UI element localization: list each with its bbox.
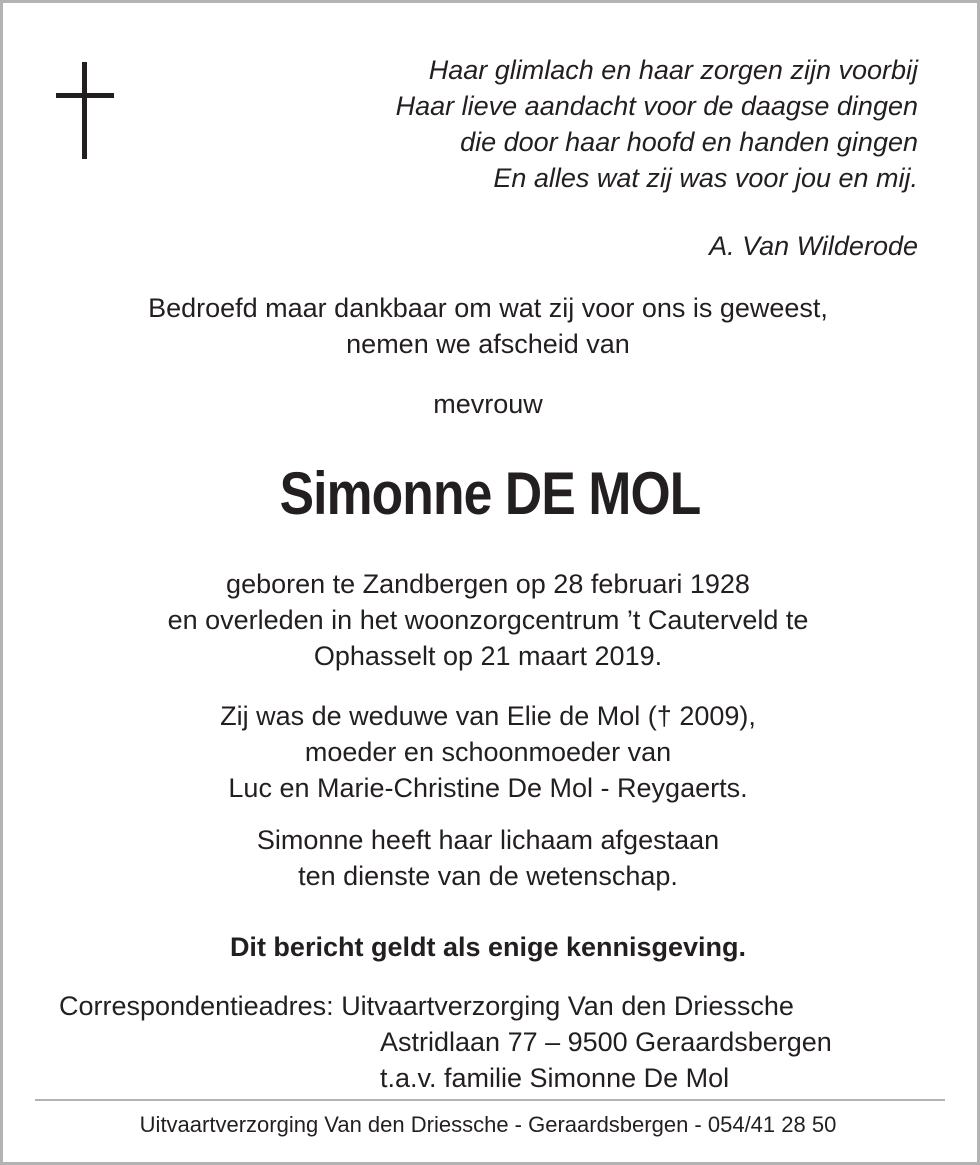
correspondence-label: Correspondentieadres: — [59, 991, 334, 1021]
poem-line: En alles wat zij was voor jou en mij. — [493, 163, 918, 193]
birth-death-info — [0, 566, 978, 674]
deceased-name: Simonne DE MOL — [279, 460, 701, 527]
correspondence-line: Astridlaan 77 – 9500 Geraardsbergen — [380, 1027, 832, 1057]
footer: Uitvaartverzorging Van den Driessche - Geraardsbergen - 054/41 28 50 — [139, 1112, 837, 1137]
family-line: Luc en Marie-Christine De Mol - Reygaerts. — [228, 773, 748, 803]
correspondence-line: Uitvaartverzorging Van den Driessche — [341, 991, 794, 1021]
correspondence-line: t.a.v. familie Simonne De Mol — [380, 1063, 730, 1093]
notice — [0, 929, 978, 965]
intro-line: Bedroefd maar dankbaar om wat zij voor ons is geweest, — [148, 293, 828, 323]
birth-line: geboren te Zandbergen op 28 februari 1928 — [226, 569, 750, 599]
family-info — [0, 698, 978, 806]
poem — [396, 52, 918, 196]
poem-line: Haar glimlach en haar zorgen zijn voorbij — [428, 55, 918, 85]
poem-line: die door haar hoofd en handen gingen — [460, 127, 918, 157]
poem-line: Haar lieve aandacht voor de daagse dingen — [395, 91, 918, 121]
body-donation-info — [0, 822, 978, 894]
intro-line: nemen we afscheid van — [346, 329, 630, 359]
donation-line: ten dienste van de wetenschap. — [298, 861, 678, 891]
correspondence-address — [59, 988, 832, 1096]
footer-divider — [35, 1099, 945, 1101]
family-line: moeder en schoonmoeder van — [304, 737, 672, 767]
birth-line: en overleden in het woonzorgcentrum ’t Cauterveld te — [167, 605, 809, 635]
birth-line: Ophasselt op 21 maart 2019. — [313, 641, 663, 671]
donation-line: Simonne heeft haar lichaam afgestaan — [256, 825, 720, 855]
poem-author: A. Van Wilderode — [709, 231, 918, 261]
family-line: Zij was de weduwe van Elie de Mol († 2009), — [220, 701, 756, 731]
cross-icon — [56, 62, 114, 160]
intro-text — [0, 290, 978, 362]
title — [0, 386, 978, 422]
notice-text: Dit bericht geldt als enige kennisgeving. — [229, 932, 747, 962]
title-text: mevrouw — [433, 389, 543, 419]
